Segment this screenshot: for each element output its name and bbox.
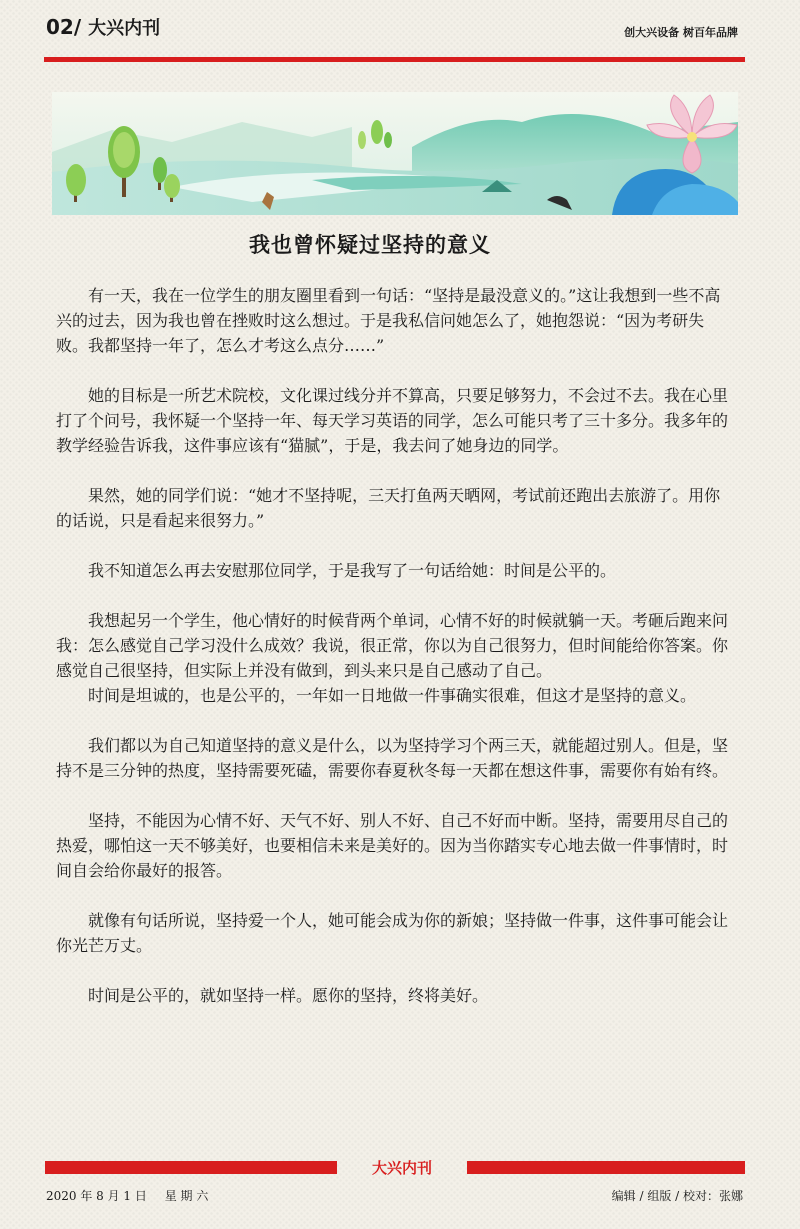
footer-brand: 大兴内刊 xyxy=(371,1159,432,1177)
header-page-info xyxy=(46,14,160,40)
article-paragraph: 时间是公平的，就如坚持一样。愿你的坚持，终将美好。 xyxy=(88,986,489,1005)
article-paragraph: 就像有句话所说，坚持爱一个人，她可能会成为你的新娘；坚持做一件事，这件事可能会让你光芒万丈。 xyxy=(56,911,729,955)
article-paragraph: 果然，她的同学们说：“她才不坚持呢，三天打鱼两天晒网，考试前还跑出去旅游了。用你的话说，只是看起来很努力。” xyxy=(56,486,721,530)
landscape-banner-illustration xyxy=(52,92,738,215)
article-paragraph: 她的目标是一所艺术院校，文化课过线分并不算高，只要足够努力，不会过不去。我在心里打了个问号，我怀疑一个坚持一年、每天学习英语的同学，怎么可能只考了三十多分。我多年的教学经验告诉我，这件事应该有“猫腻”，于是，我去问了她身边的同学。 xyxy=(56,386,729,455)
footer-credit: 编辑 / 组版 / 校对：张娜 xyxy=(611,1189,743,1203)
footer-date: 2020 年 8 月 1 日 xyxy=(46,1189,147,1203)
publication-name: 大兴内刊 xyxy=(88,18,161,39)
article-body xyxy=(56,283,732,1033)
page-number: 02/ xyxy=(46,15,82,39)
article-paragraph: 时间是坦诚的，也是公平的，一年如一日地做一件事确实很难，但这才是坚持的意义。 xyxy=(88,686,697,705)
article-paragraph: 我们都以为自己知道坚持的意义是什么，以为坚持学习个两三天，就能超过别人。但是，坚持不是三分钟的热度，坚持需要死磕，需要你春夏秋冬每一天都在想这件事，需要你有始有终。 xyxy=(56,736,729,780)
footer-date-line xyxy=(46,1187,222,1204)
article-paragraph: 坚持，不能因为心情不好、天气不好、别人不好、自己不好而中断。坚持，需要用尽自己的热爱，哪怕这一天不够美好，也要相信未来是美好的。因为当你踏实专心地去做一件事情时，时间自会给你最好的报答。 xyxy=(56,811,729,880)
article-paragraph: 我想起另一个学生，他心情好的时候背两个单词，心情不好的时候就躺一天。考砸后跑来问我：怎么感觉自己学习没什么成效？我说，很正常，你以为自己很努力，但时间能给你答案。你感觉自己很坚持，但实际上并没有做到，到头来只是自己感动了自己。 xyxy=(56,611,729,680)
footer-divider-right xyxy=(467,1161,745,1174)
article-paragraph: 有一天，我在一位学生的朋友圈里看到一句话：“坚持是最没意义的。”这让我想到一些不高兴的过去，因为我也曾在挫败时这么想过。于是我私信问她怎么了，她抱怨说：“因为考研失败。我都坚持一年了，怎么才考这么点分……” xyxy=(56,286,721,355)
article-paragraph: 我不知道怎么再去安慰那位同学，于是我写了一句话给她：时间是公平的。 xyxy=(88,561,617,580)
header-divider xyxy=(44,57,745,62)
footer-weekday: 星 期 六 xyxy=(164,1189,209,1203)
article-title: 我也曾怀疑过坚持的意义 xyxy=(249,232,491,257)
footer-divider-left xyxy=(45,1161,337,1174)
header-slogan: 创大兴设备 树百年品牌 xyxy=(624,26,738,39)
